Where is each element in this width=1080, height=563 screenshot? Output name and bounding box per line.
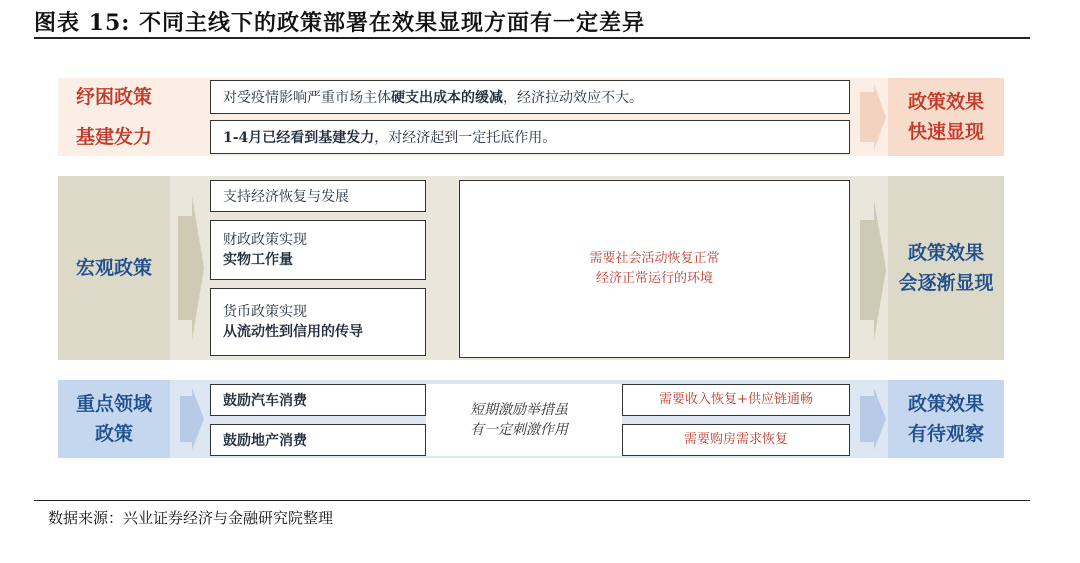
label-line: 政策	[94, 423, 133, 445]
effect-gradual	[888, 176, 1004, 360]
page-title: 图表 15: 不同主线下的政策部署在效果显现方面有一定差异	[34, 10, 646, 36]
box-text: 鼓励地产消费	[223, 433, 307, 449]
arrow-right-icon	[860, 84, 886, 150]
effect-line: 政策效果	[907, 91, 984, 113]
effect-line: 政策效果	[907, 242, 984, 264]
label-infrastructure	[58, 118, 170, 156]
req-text: 需要收入恢复+供应链通畅	[659, 392, 813, 407]
box-line-bold: 实物工作量	[223, 252, 293, 268]
text-normal: ，经济拉动效应不大。	[503, 90, 643, 106]
box-line: 财政政策实现	[223, 232, 307, 248]
arrow-right-icon	[178, 196, 204, 340]
label-line: 重点领域	[75, 393, 152, 415]
effect-line: 有待观察	[907, 423, 984, 445]
effect-line: 会逐渐显现	[898, 272, 994, 294]
req-box-housing	[622, 424, 850, 456]
text-bold: 1-4月已经看到基建发力	[223, 130, 375, 146]
center-line: 经济正常运行的环境	[595, 271, 713, 286]
box-line-bold: 从流动性到信用的传导	[223, 324, 363, 340]
mid-box-fiscal	[210, 220, 426, 280]
arrow-right-icon	[860, 200, 886, 340]
label-macro-policy	[58, 176, 170, 360]
box-text: 鼓励汽车消费	[223, 393, 307, 409]
label-relief-policy	[58, 78, 170, 116]
text-normal: 对受疫情影响严重市场主体	[223, 90, 391, 106]
text-bold: 硬支出成本的缓减	[391, 90, 503, 106]
box-text: 支持经济恢复与发展	[223, 189, 349, 205]
mid-center-box	[459, 180, 850, 358]
label-key-sector-policy	[58, 380, 170, 458]
bot-box-auto	[210, 384, 426, 416]
effect-line: 快速显现	[907, 121, 984, 143]
arrow-right-icon	[180, 388, 204, 450]
text-normal: ，对经济起到一定托底作用。	[374, 130, 557, 146]
mid-box-monetary	[210, 288, 426, 356]
arrow-right-icon	[860, 388, 886, 450]
note-line-1: 短期激励举措虽	[470, 402, 568, 418]
note-line-2: 有一定刺激作用	[470, 422, 568, 438]
bot-box-property	[210, 424, 426, 456]
box-line: 货币政策实现	[223, 304, 307, 320]
label-text: 纾困政策	[75, 86, 152, 108]
mid-box-support	[210, 180, 426, 212]
effect-fast	[888, 78, 1004, 156]
top-box-relief	[210, 80, 850, 114]
req-box-income	[622, 384, 850, 416]
title-underline	[34, 37, 1030, 39]
footer-rule	[34, 500, 1030, 501]
effect-pending	[888, 380, 1004, 458]
req-text: 需要购房需求恢复	[683, 432, 788, 447]
center-line: 需要社会活动恢复正常	[589, 251, 720, 266]
label-text: 基建发力	[75, 126, 152, 148]
top-box-infra	[210, 120, 850, 154]
source-note: 数据来源：兴业证券经济与金融研究院整理	[48, 509, 334, 527]
effect-line: 政策效果	[907, 393, 984, 415]
label-text: 宏观政策	[75, 257, 152, 279]
